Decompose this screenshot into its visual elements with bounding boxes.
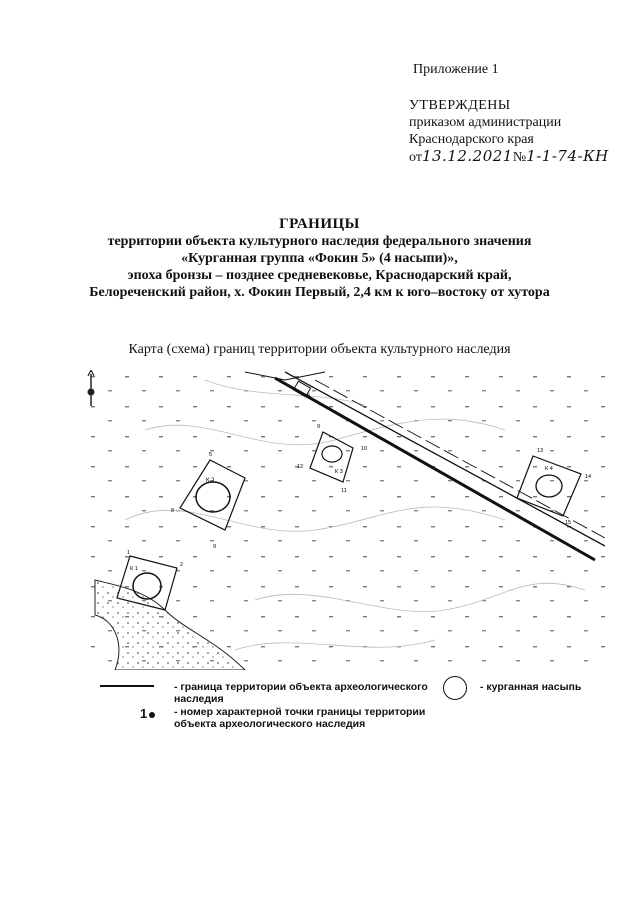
point-label-9: 9: [317, 424, 321, 430]
mound-label-k2: К 2: [206, 478, 215, 484]
approved-line-3: Краснодарского края: [409, 132, 534, 147]
document-title: [0, 216, 639, 301]
handwritten-number: 1-1-74-КН: [526, 147, 609, 165]
mound-circle-symbol: [443, 676, 467, 700]
point-label-5: 5: [209, 452, 213, 458]
map-caption: Карта (схема) границ территории объекта культурного наследия: [128, 342, 511, 357]
point-label-14: 14: [585, 474, 592, 480]
point-label-15: 15: [565, 520, 572, 526]
road-marker-label: 6: [307, 394, 311, 400]
legend-point-line-1: - номер характерной точки границы территории: [174, 706, 426, 718]
boundary-line-symbol: [100, 685, 154, 687]
point-label-9b: 9: [213, 544, 217, 550]
appendix-label: Приложение 1: [413, 62, 499, 77]
handwritten-date: 13.12.2021: [421, 147, 513, 165]
mound-label-k3: К 3: [335, 469, 343, 475]
title-line-5: Белореченский район, х. Фокин Первый, 2,4 км к юго–востоку от хутора: [89, 285, 550, 300]
mound-label-k4: К 4: [545, 466, 553, 472]
number-prefix: №: [512, 150, 527, 165]
point-label-13: 13: [537, 448, 544, 454]
point-label-2: 2: [180, 562, 184, 568]
point-label-1: 1: [127, 550, 131, 556]
legend-point-number: 1: [140, 706, 148, 721]
legend-point-line-2: объекта археологического наследия: [174, 718, 366, 730]
approval-date-line: [409, 148, 609, 166]
point-label-12: 12: [297, 464, 304, 470]
approved-title: УТВЕРЖДЕНЫ: [409, 98, 511, 113]
date-prefix: от: [409, 150, 422, 165]
legend-boundary-line-1: - граница территории объекта археологического: [174, 681, 428, 693]
legend-mound-text: - курганная насыпь: [480, 681, 582, 693]
title-line-2: территории объекта культурного наследия федерального значения: [107, 234, 532, 249]
approved-line-2: приказом администрации: [409, 115, 562, 130]
point-label-11: 11: [341, 488, 347, 494]
boundary-map: [85, 370, 605, 670]
title-line-1: ГРАНИЦЫ: [279, 216, 360, 232]
approval-block: [409, 97, 609, 166]
legend: [100, 676, 620, 746]
legend-boundary-line-2: наследия: [174, 693, 224, 705]
point-dot-icon: [149, 712, 155, 718]
point-label-8: 8: [171, 508, 175, 514]
legend-boundary-text: [174, 681, 444, 705]
legend-point-symbol: [140, 706, 155, 721]
title-line-3: «Курганная группа «Фокин 5» (4 насыпи)»,: [181, 251, 458, 266]
legend-point-text: [174, 706, 474, 730]
title-line-4: эпоха бронзы – позднее средневековье, Краснодарский край,: [127, 268, 512, 283]
mound-label-k1: К 1: [130, 566, 138, 572]
point-label-10: 10: [361, 446, 368, 452]
